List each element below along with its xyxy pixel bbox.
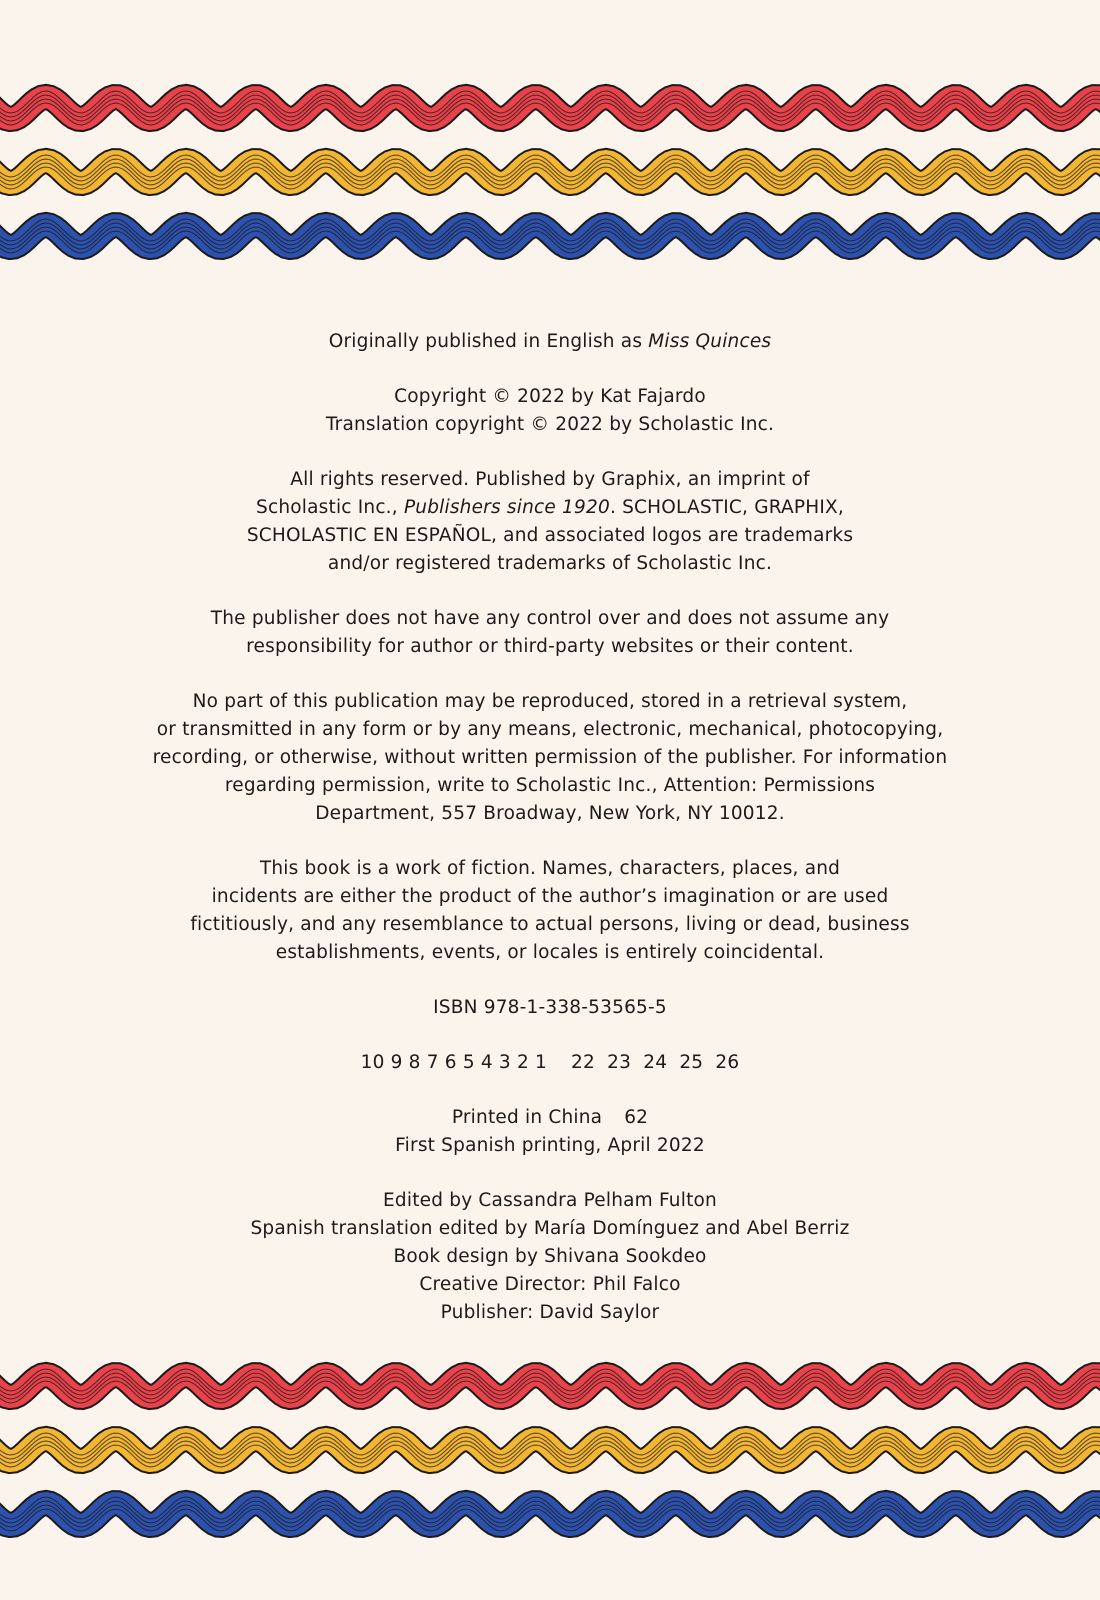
permissions-line: regarding permission, write to Scholastic Inc., Attention: Permissions (224, 775, 876, 796)
credit-line: Publisher: David Saylor (440, 1302, 660, 1323)
ribbon-fill (0, 1503, 1100, 1525)
permissions-line: Department, 557 Broadway, New York, NY 10012. (315, 803, 785, 824)
rights-block (0, 466, 1100, 578)
credit-line: Spanish translation edited by María Domínguez and Abel Berriz (250, 1218, 850, 1239)
bottom-ribbon-border (0, 1348, 1100, 1538)
permissions-block (0, 688, 1100, 828)
print-line-numbers: 10 9 8 7 6 5 4 3 2 1 (360, 1052, 548, 1073)
printing-block (0, 1049, 1100, 1077)
disclaimer-block (0, 605, 1100, 661)
rights-line: All rights reserved. Published by Graphix, an imprint of (290, 469, 810, 490)
printer-code: 62 (624, 1107, 649, 1128)
fiction-line: establishments, events, or locales is entirely coincidental. (275, 942, 825, 963)
copyright-page-text (0, 328, 1100, 1354)
red-ribbon (0, 1369, 1100, 1403)
disclaimer-line: responsibility for author or third-party websites or their content. (246, 636, 854, 657)
original-title: Miss Quinces (648, 331, 772, 352)
print-years: 22 23 24 25 26 (571, 1052, 740, 1073)
top-ribbon-border (0, 70, 1100, 260)
red-ribbon (0, 91, 1100, 125)
ribbon-fill (0, 1439, 1100, 1461)
fiction-line: incidents are either the product of the author’s imagination or are used (211, 886, 889, 907)
credit-line: Creative Director: Phil Falco (419, 1274, 681, 1295)
fiction-line: This book is a work of fiction. Names, characters, places, and (259, 858, 841, 879)
permissions-line: recording, or otherwise, without written permission of the publisher. For information (152, 747, 948, 768)
original-title-block (0, 328, 1100, 356)
yellow-ribbon (0, 1433, 1100, 1467)
printed-block (0, 1104, 1100, 1160)
permissions-line: or transmitted in any form or by any means, electronic, mechanical, photocopying, (156, 719, 944, 740)
original-prefix: Originally published in English as (328, 331, 649, 352)
blue-ribbon (0, 1497, 1100, 1531)
permissions-line: No part of this publication may be reproduced, stored in a retrieval system, (192, 691, 908, 712)
rights-line: and/or registered trademarks of Scholastic Inc. (327, 553, 773, 574)
publishers-since: Publishers since 1920 (403, 497, 610, 518)
rights-line: . SCHOLASTIC, GRAPHIX, (609, 497, 844, 518)
credits-block (0, 1187, 1100, 1327)
credit-line: Book design by Shivana Sookdeo (393, 1246, 707, 1267)
ribbon-fill (0, 97, 1100, 119)
fiction-block (0, 855, 1100, 967)
blue-ribbon (0, 219, 1100, 253)
copyright-block (0, 383, 1100, 439)
translation-copyright-line: Translation copyright © 2022 by Scholastic Inc. (325, 414, 775, 435)
copyright-line: Copyright © 2022 by Kat Fajardo (394, 386, 706, 407)
fiction-line: fictitiously, and any resemblance to actual persons, living or dead, business (190, 914, 910, 935)
isbn: ISBN 978-1-338-53565-5 (433, 997, 667, 1018)
ribbon-fill (0, 161, 1100, 183)
ribbon-fill (0, 225, 1100, 247)
ribbon-fill (0, 1375, 1100, 1397)
credit-line: Edited by Cassandra Pelham Fulton (383, 1190, 717, 1211)
printed-in: Printed in China (451, 1107, 603, 1128)
yellow-ribbon (0, 155, 1100, 189)
first-printing: First Spanish printing, April 2022 (395, 1135, 705, 1156)
disclaimer-line: The publisher does not have any control over and does not assume any (210, 608, 890, 629)
rights-line: SCHOLASTIC EN ESPAÑOL, and associated logos are trademarks (246, 525, 854, 546)
isbn-block (0, 994, 1100, 1022)
rights-line: Scholastic Inc., (256, 497, 404, 518)
